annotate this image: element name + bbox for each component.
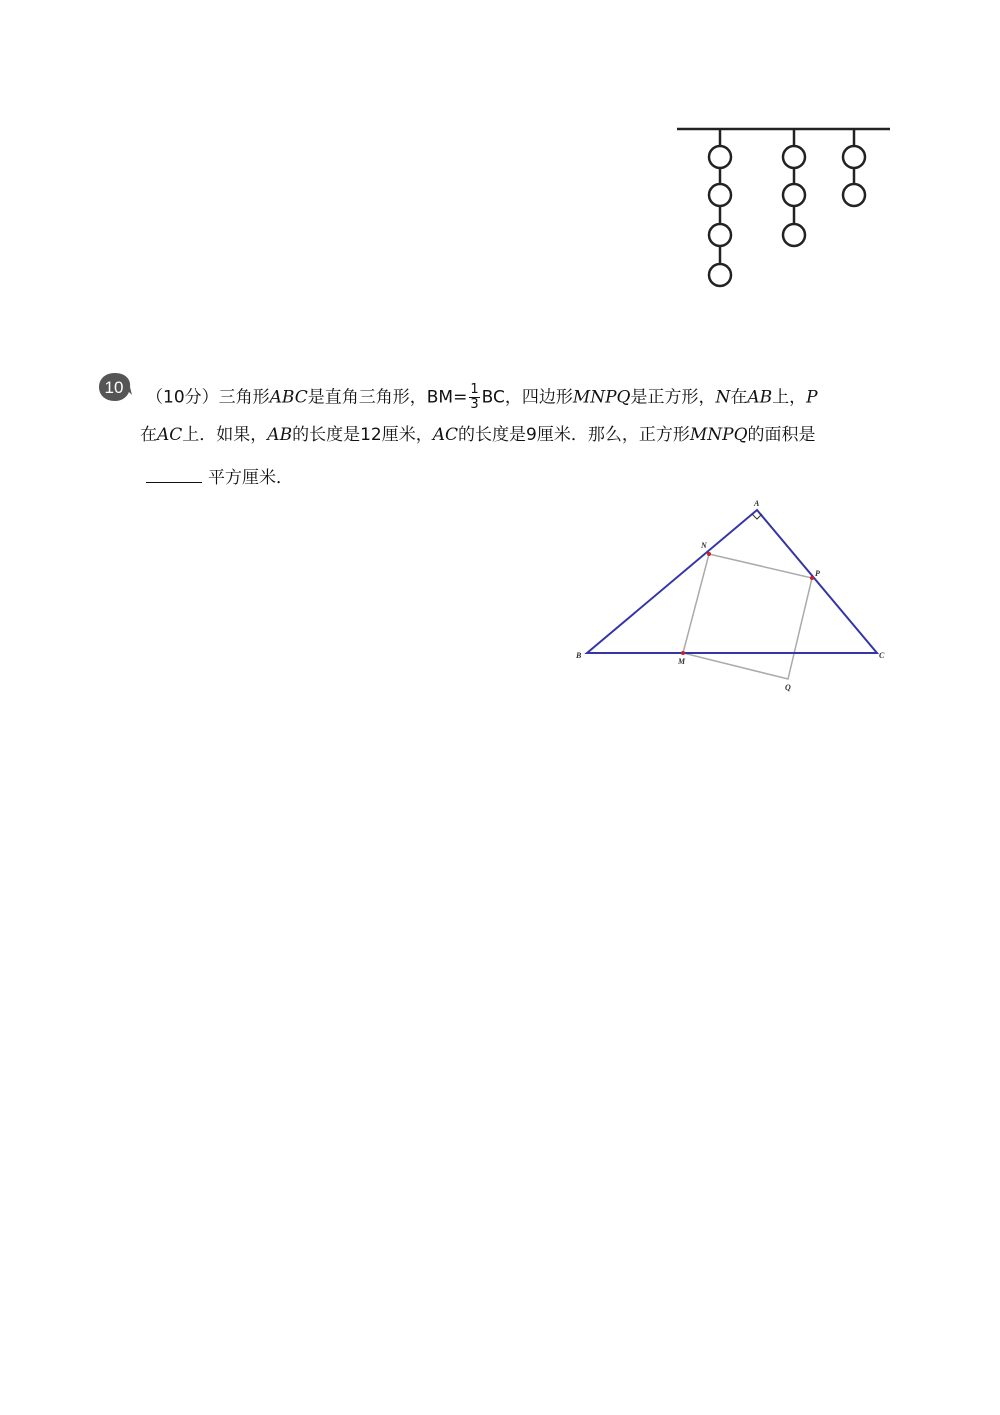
label-c: C bbox=[879, 651, 885, 660]
fraction-one-third: $\frac{1}{3}$ bbox=[470, 382, 479, 412]
bead bbox=[709, 146, 731, 168]
bead bbox=[843, 184, 865, 206]
label-m: M bbox=[678, 657, 686, 666]
bead bbox=[709, 184, 731, 206]
question-line-2: 在AC上．如果，AB的长度是12厘米，AC的长度是9厘米．那么，正方形MNPQ的面积是 bbox=[140, 425, 816, 445]
question-line-1: （10分）三角形ABC是直角三角形，BM= $\frac{1}{3}$ BC，四边形MNPQ是正方形，N在AB上，P bbox=[146, 382, 818, 412]
square-mnpq bbox=[683, 554, 812, 679]
label-n: N bbox=[701, 541, 707, 550]
bead-diagram bbox=[672, 120, 894, 292]
label-p: P bbox=[815, 569, 820, 578]
triangle-square-figure bbox=[570, 496, 895, 696]
point-m bbox=[681, 651, 685, 655]
question-line-3: 平方厘米． bbox=[146, 466, 293, 488]
bead bbox=[843, 146, 865, 168]
bead bbox=[709, 224, 731, 246]
point-n bbox=[707, 552, 711, 556]
triangle-abc bbox=[587, 510, 877, 653]
bead bbox=[783, 146, 805, 168]
question-number: 10 bbox=[104, 378, 124, 397]
label-b: B bbox=[576, 651, 582, 660]
bead bbox=[783, 224, 805, 246]
bead bbox=[709, 264, 731, 286]
label-q: Q bbox=[785, 683, 791, 692]
answer-blank[interactable] bbox=[146, 466, 202, 483]
question-number-badge bbox=[98, 372, 132, 402]
label-a: A bbox=[754, 499, 760, 508]
bead bbox=[783, 184, 805, 206]
point-p bbox=[810, 576, 814, 580]
